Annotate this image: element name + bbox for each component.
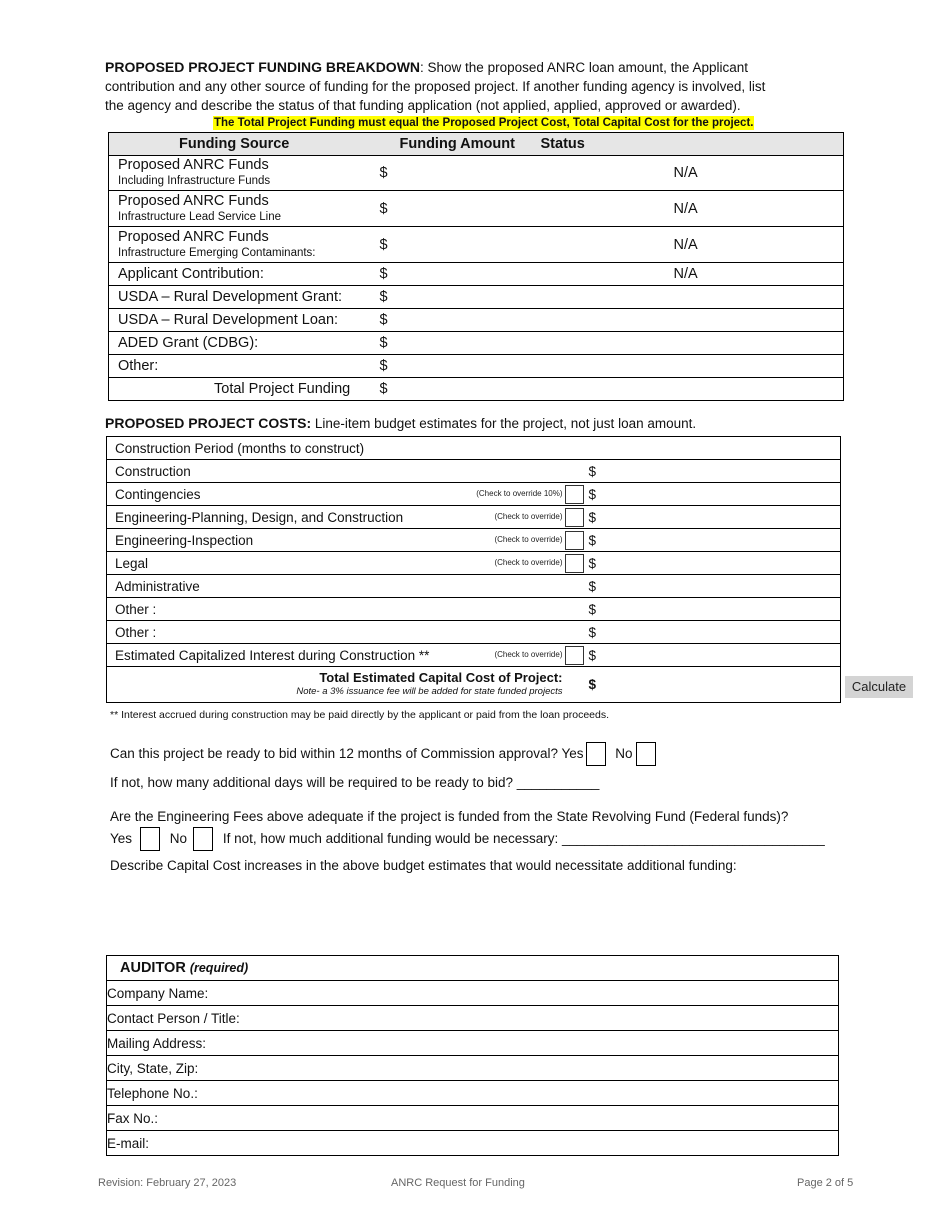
currency-symbol: $ bbox=[379, 236, 388, 253]
header-status: Status bbox=[534, 133, 844, 156]
funding-total-label: Total Project Funding bbox=[109, 378, 374, 401]
currency-symbol: $ bbox=[588, 578, 597, 594]
funding-status-field[interactable] bbox=[534, 156, 844, 191]
funding-amount-field[interactable] bbox=[374, 355, 534, 378]
cost-amount-field[interactable] bbox=[587, 644, 841, 667]
funding-status-field[interactable] bbox=[534, 263, 844, 286]
auditor-fax-field[interactable]: Fax No.: bbox=[107, 1106, 839, 1131]
q1-no-label: No bbox=[615, 746, 633, 761]
currency-symbol: $ bbox=[588, 532, 597, 548]
funding-row bbox=[109, 227, 844, 263]
cost-row bbox=[107, 621, 841, 644]
currency-symbol: $ bbox=[588, 624, 597, 640]
cost-amount-field[interactable] bbox=[587, 506, 841, 529]
override-checkbox[interactable] bbox=[565, 554, 584, 573]
footer-revision: Revision: February 27, 2023 bbox=[98, 1177, 237, 1189]
funding-row bbox=[109, 286, 844, 309]
override-checkbox[interactable] bbox=[565, 508, 584, 527]
funding-source-label: Proposed ANRC Funds bbox=[118, 228, 269, 245]
funding-status-field[interactable] bbox=[534, 286, 844, 309]
funding-source-label: Other: bbox=[118, 357, 159, 374]
funding-desc-3: the agency and describe the status of that funding application (not applied, applied, approved or awarded). bbox=[105, 98, 741, 113]
costs-table bbox=[106, 436, 841, 703]
q3-yes-label: Yes bbox=[110, 831, 133, 846]
auditor-company-name-field[interactable]: Company Name: bbox=[107, 981, 839, 1006]
currency-symbol: $ bbox=[588, 647, 597, 663]
auditor-email-field[interactable]: E-mail: bbox=[107, 1131, 839, 1156]
auditor-contact-field[interactable]: Contact Person / Title: bbox=[107, 1006, 839, 1031]
funding-amount-field[interactable] bbox=[374, 191, 534, 227]
auditor-table bbox=[106, 955, 839, 1156]
override-checkbox[interactable] bbox=[565, 531, 584, 550]
cost-row bbox=[107, 598, 841, 621]
funding-source-label: USDA – Rural Development Grant: bbox=[118, 288, 343, 305]
additional-days-question: If not, how many additional days will be required to be ready to bid? ___________ bbox=[110, 775, 600, 790]
funding-row bbox=[109, 332, 844, 355]
funding-amount-field[interactable] bbox=[374, 227, 534, 263]
q3-no-checkbox[interactable] bbox=[193, 827, 213, 851]
interest-footnote: ** Interest accrued during construction may be paid directly by the applicant or paid from the loan proceeds. bbox=[110, 709, 610, 721]
funding-header-row bbox=[109, 133, 844, 156]
q3-no-label: No bbox=[169, 831, 188, 846]
funding-status-value: N/A bbox=[673, 266, 698, 282]
override-note: (Check to override) bbox=[494, 650, 563, 659]
cost-label: Estimated Capitalized Interest during Construction ** bbox=[115, 647, 430, 663]
funding-status-field[interactable] bbox=[534, 355, 844, 378]
currency-symbol: $ bbox=[379, 381, 388, 397]
cost-row bbox=[107, 552, 841, 575]
currency-symbol: $ bbox=[588, 677, 597, 692]
cost-label: Other : bbox=[107, 621, 565, 644]
funding-total-row bbox=[109, 378, 844, 401]
funding-status-field[interactable] bbox=[534, 227, 844, 263]
auditor-title: AUDITOR bbox=[120, 960, 186, 976]
funding-source-label: USDA – Rural Development Loan: bbox=[118, 311, 339, 328]
q1-text: Can this project be ready to bid within 12 months of Commission approval? Yes bbox=[110, 746, 584, 761]
currency-symbol: $ bbox=[588, 555, 597, 571]
currency-symbol: $ bbox=[588, 463, 597, 479]
currency-symbol: $ bbox=[379, 266, 388, 282]
funding-highlight-note: The Total Project Funding must equal the Proposed Project Cost, Total Capital Cost for the project. bbox=[214, 117, 754, 129]
auditor-header-row bbox=[107, 956, 839, 981]
funding-status-field[interactable] bbox=[534, 309, 844, 332]
funding-source-label: ADED Grant (CDBG): bbox=[118, 334, 259, 351]
cost-amount-field[interactable] bbox=[587, 529, 841, 552]
cost-amount-field[interactable] bbox=[587, 460, 841, 483]
cost-label[interactable]: Construction Period (months to construct) bbox=[107, 437, 841, 460]
header-funding-amount: Funding Amount bbox=[374, 133, 534, 156]
funding-source-sublabel: Infrastructure Emerging Contaminants: bbox=[118, 246, 316, 259]
calculate-button[interactable]: Calculate bbox=[845, 676, 913, 698]
auditor-telephone-field[interactable]: Telephone No.: bbox=[107, 1081, 839, 1106]
engineering-fees-question: Are the Engineering Fees above adequate if the project is funded from the State Revolving Fund (Federal funds)? bbox=[110, 809, 789, 824]
override-note: (Check to override) bbox=[494, 558, 563, 567]
funding-status-field[interactable] bbox=[534, 332, 844, 355]
header-funding-source: Funding Source bbox=[109, 133, 374, 156]
auditor-mailing-address-field[interactable]: Mailing Address: bbox=[107, 1031, 839, 1056]
funding-status-value: N/A bbox=[673, 200, 698, 217]
override-note: (Check to override) bbox=[494, 512, 563, 521]
q1-no-checkbox[interactable] bbox=[636, 742, 656, 766]
currency-symbol: $ bbox=[588, 509, 597, 525]
total-capital-cost-label: Total Estimated Capital Cost of Project: bbox=[319, 669, 563, 685]
funding-source-label: Applicant Contribution: bbox=[118, 265, 264, 282]
footer-title: ANRC Request for Funding bbox=[391, 1177, 525, 1189]
currency-symbol: $ bbox=[379, 200, 388, 217]
currency-symbol: $ bbox=[588, 601, 597, 617]
cost-row bbox=[107, 644, 841, 667]
currency-symbol: $ bbox=[379, 358, 388, 374]
costs-section-title: PROPOSED PROJECT COSTS: bbox=[105, 415, 312, 431]
footer-page-number: Page 2 of 5 bbox=[797, 1177, 854, 1189]
cost-label: Administrative bbox=[107, 575, 565, 598]
currency-symbol: $ bbox=[379, 312, 388, 328]
funding-amount-field[interactable] bbox=[374, 309, 534, 332]
funding-status-value: N/A bbox=[673, 165, 698, 181]
cost-label: Engineering-Inspection bbox=[115, 532, 254, 548]
override-checkbox[interactable] bbox=[565, 485, 584, 504]
override-checkbox[interactable] bbox=[565, 646, 584, 665]
issuance-fee-note: Note- a 3% issuance fee will be added for state funded projects bbox=[296, 685, 563, 697]
funding-row bbox=[109, 156, 844, 191]
cost-row bbox=[107, 460, 841, 483]
funding-status-value: N/A bbox=[673, 236, 698, 253]
auditor-required: (required) bbox=[189, 961, 249, 975]
override-note: (Check to override 10%) bbox=[476, 489, 563, 498]
funding-row bbox=[109, 309, 844, 332]
costs-section-desc: Line-item budget estimates for the project, not just loan amount. bbox=[311, 416, 697, 431]
funding-row bbox=[109, 355, 844, 378]
funding-status-field[interactable] bbox=[534, 191, 844, 227]
funding-table bbox=[108, 132, 844, 401]
cost-row bbox=[107, 483, 841, 506]
funding-intro bbox=[105, 58, 825, 115]
cost-label: Contingencies bbox=[115, 486, 201, 502]
funding-desc-2: contribution and any other source of funding for the proposed project. If another funding agency is involved, list bbox=[105, 79, 766, 94]
funding-source-sublabel: Including Infrastructure Funds bbox=[118, 175, 271, 187]
funding-amount-field[interactable] bbox=[374, 332, 534, 355]
q3-followup: If not, how much additional funding would be necessary: ___________________________________ bbox=[222, 831, 825, 846]
currency-symbol: $ bbox=[588, 486, 597, 502]
funding-source-label: Proposed ANRC Funds bbox=[118, 157, 269, 173]
cost-amount-field[interactable] bbox=[587, 552, 841, 575]
q3-yes-checkbox[interactable] bbox=[140, 827, 160, 851]
funding-section-title: PROPOSED PROJECT FUNDING BREAKDOWN bbox=[105, 59, 421, 75]
q1-yes-checkbox[interactable] bbox=[586, 742, 606, 766]
override-note: (Check to override) bbox=[494, 535, 563, 544]
cost-total-row bbox=[107, 667, 841, 703]
cost-label: Engineering-Planning, Design, and Construction bbox=[115, 509, 404, 525]
cost-amount-field[interactable] bbox=[587, 598, 841, 621]
auditor-city-state-zip-field[interactable]: City, State, Zip: bbox=[107, 1056, 839, 1081]
cost-amount-field[interactable] bbox=[587, 575, 841, 598]
capital-cost-increase-question: Describe Capital Cost increases in the above budget estimates that would necessitate additional funding: bbox=[110, 858, 737, 873]
currency-symbol: $ bbox=[379, 289, 388, 305]
funding-amount-field[interactable] bbox=[374, 156, 534, 191]
currency-symbol: $ bbox=[379, 165, 388, 181]
funding-row bbox=[109, 263, 844, 286]
total-capital-cost-field[interactable] bbox=[587, 667, 841, 703]
funding-amount-field[interactable] bbox=[374, 286, 534, 309]
cost-row bbox=[107, 575, 841, 598]
cost-row bbox=[107, 506, 841, 529]
cost-amount-field[interactable] bbox=[587, 483, 841, 506]
cost-row bbox=[107, 437, 841, 460]
engineering-fees-answer-row bbox=[110, 826, 825, 852]
funding-row bbox=[109, 191, 844, 227]
funding-total-field[interactable] bbox=[374, 378, 534, 401]
cost-label: Other : bbox=[107, 598, 565, 621]
cost-amount-field[interactable] bbox=[587, 621, 841, 644]
cost-label: Construction bbox=[107, 460, 565, 483]
funding-desc-1: : Show the proposed ANRC loan amount, the Applicant bbox=[420, 60, 748, 75]
funding-source-sublabel: Infrastructure Lead Service Line bbox=[118, 210, 282, 223]
costs-section-header bbox=[105, 415, 696, 431]
currency-symbol: $ bbox=[379, 335, 388, 351]
cost-label: Legal bbox=[115, 555, 149, 571]
funding-source-label: Proposed ANRC Funds bbox=[118, 192, 269, 209]
cost-row bbox=[107, 529, 841, 552]
funding-amount-field[interactable] bbox=[374, 263, 534, 286]
ready-to-bid-question bbox=[110, 740, 656, 768]
